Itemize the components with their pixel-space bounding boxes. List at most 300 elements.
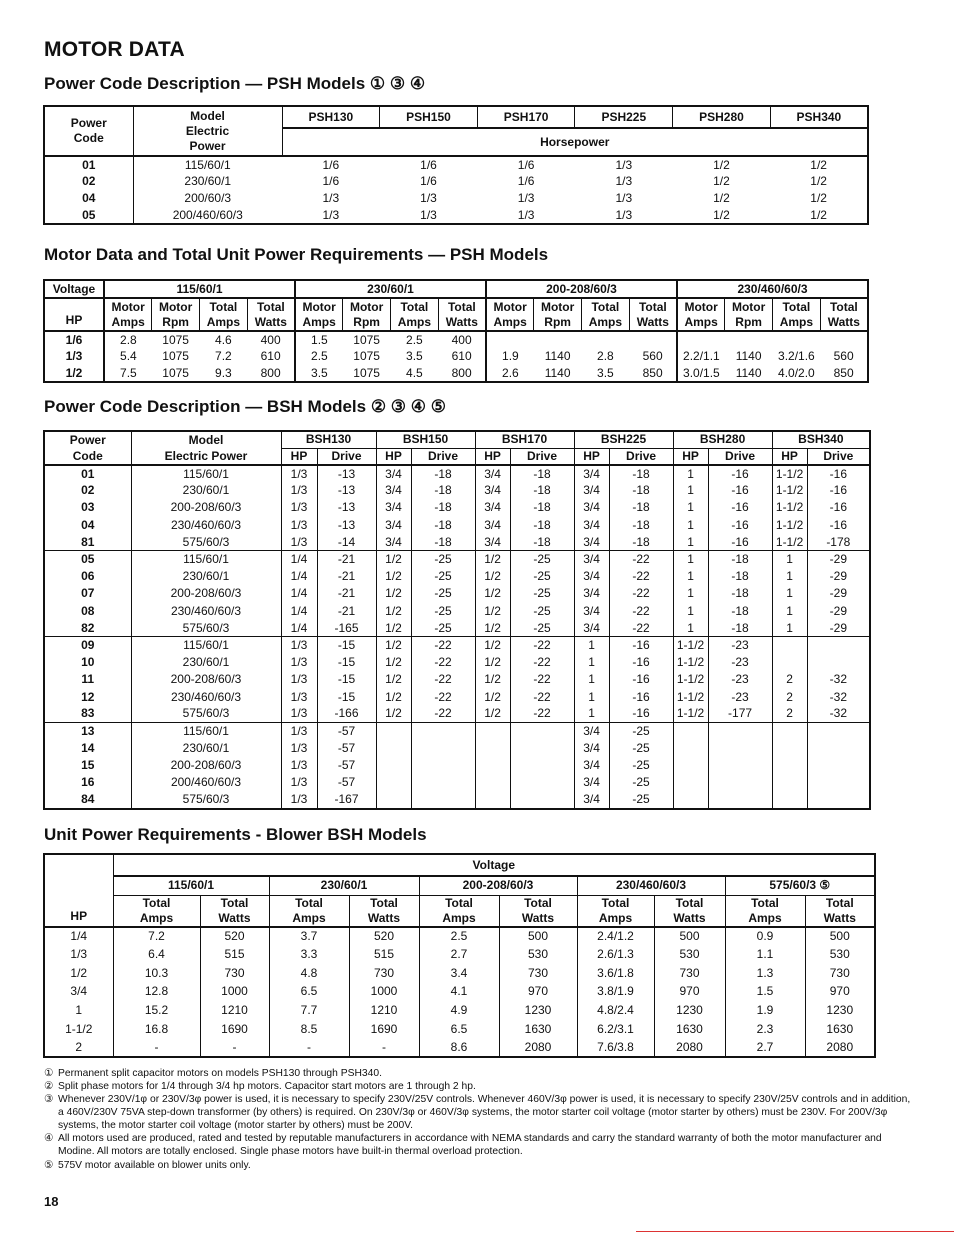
- table-row: [44, 534, 870, 551]
- data-cell: 1/4: [281, 585, 317, 602]
- data-cell: 1-1/2: [772, 465, 807, 482]
- hp-header: HP: [772, 448, 807, 465]
- data-cell: -57: [317, 774, 376, 791]
- data-cell: -16: [609, 688, 673, 705]
- data-cell: -21: [317, 603, 376, 620]
- footnote-text: 575V motor available on blower units only.: [58, 1160, 251, 1171]
- table-row: [44, 792, 870, 809]
- hp-value: 1-1/2: [65, 1021, 93, 1036]
- data-cell: -18: [510, 499, 574, 516]
- data-cell: 1140: [544, 349, 571, 363]
- data-cell: 3.8/1.9: [577, 983, 654, 1002]
- data-cell: 730: [499, 964, 577, 983]
- data-cell: -18: [411, 482, 475, 499]
- data-cell: 3/4: [574, 465, 609, 482]
- data-cell: -22: [609, 551, 673, 568]
- data-cell: 500: [654, 927, 725, 946]
- data-cell: 3/4: [574, 723, 609, 740]
- data-cell: 1/3: [281, 517, 317, 534]
- data-cell: 1630: [499, 1020, 577, 1039]
- data-cell: [510, 792, 574, 809]
- data-cell: 1000: [349, 983, 419, 1002]
- hp-value: 1/3: [615, 174, 633, 188]
- data-cell: 1/2: [376, 706, 411, 723]
- data-cell: -22: [411, 671, 475, 688]
- data-cell: 1/2: [475, 671, 510, 688]
- data-cell: -16: [609, 671, 673, 688]
- data-cell: 2080: [805, 1039, 875, 1058]
- table-row: [44, 927, 875, 946]
- power-header: Power: [69, 432, 106, 447]
- data-cell: -15: [317, 654, 376, 671]
- data-cell: [673, 740, 708, 757]
- hp-value: 1/2: [65, 365, 83, 380]
- data-cell: 2.5: [419, 927, 499, 946]
- footnote-text: All motors used are produced, rated and tested by reputable manufacturers in accordance with NEMA standards and carry the standard warranty of both the motor manufacturer and Modine. All motors are totally enclosed. Single phase motors have built-in thermal overload protection.: [58, 1133, 882, 1157]
- data-cell: 6.4: [113, 945, 200, 964]
- data-cell: [772, 637, 807, 654]
- psh-motor-data-title: Motor Data and Total Unit Power Requirements — PSH Models: [44, 245, 549, 264]
- power-code: 02: [82, 174, 96, 188]
- data-cell: 1/3: [281, 740, 317, 757]
- column-header: Total Amps: [391, 298, 439, 331]
- data-cell: 3/4: [376, 499, 411, 516]
- data-cell: -178: [807, 534, 870, 551]
- power-code: 13: [44, 723, 131, 740]
- footnote-mark: ⑤: [44, 1160, 54, 1171]
- data-cell: -16: [807, 499, 870, 516]
- data-cell: -18: [708, 585, 772, 602]
- electric-power: 200/460/60/3: [133, 207, 282, 224]
- electric-power: 230/460/60/3: [131, 517, 281, 534]
- data-cell: 1: [673, 482, 708, 499]
- data-cell: 7.2: [113, 927, 200, 946]
- model-header: PSH280: [673, 106, 771, 128]
- header-row: [44, 895, 875, 927]
- column-header: Total Watts: [247, 298, 295, 331]
- power-code: 84: [81, 792, 95, 807]
- data-cell: [673, 774, 708, 791]
- data-cell: 1: [673, 568, 708, 585]
- hp-value: 2: [75, 1039, 83, 1054]
- voltage-header: 230/460/60/3: [577, 876, 725, 895]
- data-cell: 1.5: [725, 983, 805, 1002]
- data-cell: 1/3: [281, 706, 317, 723]
- data-cell: 530: [654, 945, 725, 964]
- data-cell: -14: [317, 534, 376, 551]
- data-cell: 3.0/1.5: [677, 365, 725, 382]
- data-cell: [725, 331, 773, 348]
- model-header: PSH150: [380, 106, 478, 128]
- column-header: Total Watts: [654, 895, 725, 927]
- electric-power-header: Electric Power: [131, 448, 281, 465]
- data-cell: 1.9: [486, 348, 534, 365]
- data-cell: [708, 774, 772, 791]
- bsh-model-header: BSH150: [376, 431, 475, 448]
- data-cell: -22: [609, 568, 673, 585]
- data-cell: -15: [317, 637, 376, 654]
- data-cell: [673, 723, 708, 740]
- power-code: 03: [81, 500, 95, 515]
- header-row: [44, 854, 875, 876]
- data-cell: 3.3: [269, 945, 349, 964]
- hp-value: 3/4: [70, 984, 88, 999]
- data-cell: -25: [609, 774, 673, 791]
- electric-power: 200-208/60/3: [131, 671, 281, 688]
- drive-header: Drive: [510, 448, 574, 465]
- data-cell: -18: [411, 517, 475, 534]
- data-cell: 4.0/2.0: [778, 365, 815, 380]
- footnote-text: Whenever 230V/1φ or 230V/3φ power is used, it is necessary to specify 230V/25V controls. Whenever 460V/3φ power is used, it is necessary to specify 230V/25V controls and in addition, a 460V/230V 75VA step-down transformer (by others) is required. On 230V/3φ or 460V/3φ systems, the motor starter coil voltage (motor starter by others) must be 230V. For 200V/3φ systems, the motor starter coil voltage (motor starter by others) must be 200V.: [58, 1094, 911, 1131]
- data-cell: [708, 792, 772, 809]
- data-cell: 1230: [654, 1001, 725, 1020]
- hp-header: HP: [673, 448, 708, 465]
- hp-value: 1/2: [713, 207, 730, 222]
- data-cell: 3/4: [574, 757, 609, 774]
- data-cell: -18: [510, 465, 574, 482]
- data-cell: 3/4: [574, 603, 609, 620]
- bsh-model-header: BSH225: [574, 431, 673, 448]
- model-header: PSH130: [282, 106, 380, 128]
- data-cell: 7.6/3.8: [577, 1039, 654, 1058]
- data-cell: [411, 757, 475, 774]
- data-cell: 2.3: [725, 1020, 805, 1039]
- electric-power: 230/60/1: [131, 654, 281, 671]
- data-cell: -18: [510, 534, 574, 551]
- model-header: PSH170: [477, 106, 575, 128]
- data-cell: 15.2: [113, 1001, 200, 1020]
- data-cell: [510, 757, 574, 774]
- data-cell: -18: [411, 499, 475, 516]
- data-cell: [510, 723, 574, 740]
- psh-motor-data-table: [43, 279, 869, 383]
- model-power-header: Model Electric Power: [133, 106, 282, 156]
- data-cell: 1/2: [376, 603, 411, 620]
- data-cell: -21: [317, 585, 376, 602]
- power-code: 12: [81, 689, 95, 704]
- data-cell: 3/4: [376, 482, 411, 499]
- data-cell: 1/3: [281, 757, 317, 774]
- data-cell: 1690: [349, 1020, 419, 1039]
- data-cell: 560: [833, 349, 854, 363]
- data-cell: 1: [574, 706, 609, 723]
- data-cell: [807, 792, 870, 809]
- header-row: [44, 431, 870, 448]
- data-cell: [475, 792, 510, 809]
- table-row: [44, 348, 868, 365]
- data-cell: -16: [609, 637, 673, 654]
- data-cell: 1: [673, 620, 708, 637]
- data-cell: -: [349, 1039, 419, 1058]
- data-cell: 1: [673, 517, 708, 534]
- data-cell: -29: [807, 585, 870, 602]
- hp-value: 1/3: [517, 191, 535, 205]
- data-cell: 560: [642, 349, 663, 363]
- data-cell: -18: [609, 499, 673, 516]
- data-cell: 3/4: [475, 534, 510, 551]
- data-cell: 500: [499, 927, 577, 946]
- page-number: 18: [44, 1194, 59, 1209]
- data-cell: 530: [805, 945, 875, 964]
- data-cell: 16.8: [113, 1020, 200, 1039]
- data-cell: [807, 740, 870, 757]
- data-cell: 4.6: [215, 332, 232, 347]
- data-cell: -25: [411, 551, 475, 568]
- data-cell: 3/4: [574, 585, 609, 602]
- hp-value: 1/2: [713, 157, 730, 172]
- data-cell: 1/2: [376, 551, 411, 568]
- data-cell: [411, 740, 475, 757]
- power-code: 05: [44, 551, 131, 568]
- hp-value: 1/3: [615, 207, 633, 222]
- data-cell: 1/2: [376, 620, 411, 637]
- electric-power: 230/60/1: [131, 482, 281, 499]
- column-header: Total Watts: [629, 298, 677, 331]
- data-cell: 400: [260, 332, 281, 347]
- column-header: Motor Amps: [677, 298, 725, 331]
- electric-power: 200/460/60/3: [131, 774, 281, 791]
- data-cell: 3/4: [574, 551, 609, 568]
- footnote-mark: ②: [44, 1081, 54, 1092]
- data-cell: 3/4: [574, 482, 609, 499]
- footnote-mark: ④: [44, 1133, 54, 1144]
- power-code: 81: [81, 534, 95, 549]
- data-cell: -23: [708, 671, 772, 688]
- hp-value: 1/3: [615, 191, 633, 205]
- electric-power: 115/60/1: [131, 723, 281, 740]
- data-cell: -13: [317, 465, 376, 482]
- data-cell: 3/4: [574, 620, 609, 637]
- data-cell: -: [113, 1039, 200, 1058]
- data-cell: 3/4: [376, 534, 411, 551]
- data-cell: -13: [317, 499, 376, 516]
- data-cell: 1/3: [281, 774, 317, 791]
- hp-value: 1/3: [517, 207, 535, 222]
- data-cell: 2.5: [295, 348, 343, 365]
- electric-power: 575/60/3: [131, 706, 281, 723]
- footnote-mark: ①: [44, 1068, 54, 1079]
- data-cell: 1690: [200, 1020, 269, 1039]
- electric-power: 230/60/1: [131, 740, 281, 757]
- data-cell: 3/4: [574, 499, 609, 516]
- data-cell: 1/2: [475, 551, 510, 568]
- data-cell: -16: [708, 534, 772, 551]
- footnote: [44, 1093, 914, 1132]
- data-cell: 1230: [805, 1001, 875, 1020]
- data-cell: 970: [499, 983, 577, 1002]
- table-row: [44, 706, 870, 723]
- power-code: 01: [81, 466, 95, 481]
- data-cell: [376, 774, 411, 791]
- data-cell: -18: [708, 551, 772, 568]
- bsh-model-header: BSH170: [475, 431, 574, 448]
- data-cell: 1140: [735, 365, 762, 380]
- data-cell: 730: [349, 964, 419, 983]
- data-cell: -32: [807, 688, 870, 705]
- data-cell: 1: [673, 499, 708, 516]
- data-cell: 3/4: [475, 499, 510, 516]
- data-cell: 1-1/2: [772, 534, 807, 551]
- data-cell: 3/4: [574, 792, 609, 809]
- data-cell: [510, 740, 574, 757]
- data-cell: [677, 331, 725, 348]
- data-cell: 3/4: [574, 534, 609, 551]
- data-cell: 1210: [349, 1001, 419, 1020]
- footnote: [44, 1132, 914, 1158]
- data-cell: 1.5: [295, 331, 343, 348]
- power-code: 02: [81, 483, 95, 498]
- hp-value: 1/2: [713, 174, 730, 188]
- data-cell: [629, 331, 677, 348]
- power-code: 07: [81, 586, 95, 601]
- bsh-power-code-title: Power Code Description — BSH Models ② ③ ④ ⑤: [44, 397, 446, 416]
- data-cell: [376, 757, 411, 774]
- data-cell: [773, 331, 821, 348]
- hp-value: 1/3: [322, 191, 340, 205]
- data-cell: 3.5: [597, 365, 614, 380]
- data-cell: 1/3: [281, 688, 317, 705]
- code-header: Code: [44, 448, 131, 465]
- column-header: Total Watts: [820, 298, 868, 331]
- data-cell: 6.2/3.1: [577, 1020, 654, 1039]
- data-cell: -32: [807, 706, 870, 723]
- data-cell: 1/2: [376, 568, 411, 585]
- data-cell: 1/2: [376, 654, 411, 671]
- data-cell: 1.3: [725, 964, 805, 983]
- table-row: [44, 1020, 875, 1039]
- data-cell: -16: [609, 706, 673, 723]
- data-cell: [475, 740, 510, 757]
- electric-power: 575/60/3: [131, 792, 281, 809]
- data-cell: -18: [510, 482, 574, 499]
- data-cell: -29: [807, 568, 870, 585]
- data-cell: 970: [654, 983, 725, 1002]
- data-cell: 3.5: [295, 365, 343, 382]
- data-cell: [708, 757, 772, 774]
- data-cell: [673, 757, 708, 774]
- data-cell: 2080: [654, 1039, 725, 1058]
- data-cell: 1/2: [475, 654, 510, 671]
- data-cell: [582, 331, 630, 348]
- data-cell: 6.5: [419, 1020, 499, 1039]
- data-cell: 800: [451, 365, 472, 380]
- table-row: [44, 156, 868, 173]
- data-cell: 1/3: [281, 499, 317, 516]
- table-row: [44, 1039, 875, 1058]
- data-cell: 8.5: [269, 1020, 349, 1039]
- hp-value: 1/6: [65, 332, 83, 347]
- hp-header: HP: [281, 448, 317, 465]
- hp-value: 1/2: [810, 174, 827, 188]
- data-cell: 4.8/2.4: [577, 1001, 654, 1020]
- data-cell: -18: [609, 517, 673, 534]
- data-cell: 4.5: [406, 365, 423, 380]
- column-header: Motor Rpm: [534, 298, 582, 331]
- table-row: [44, 331, 868, 348]
- power-code: 14: [81, 741, 95, 756]
- data-cell: [475, 774, 510, 791]
- data-cell: [411, 792, 475, 809]
- column-header: Total Amps: [773, 298, 821, 331]
- footnote: [44, 1159, 914, 1172]
- data-cell: 1075: [162, 349, 189, 363]
- table-row: [44, 740, 870, 757]
- column-header: Total Amps: [582, 298, 630, 331]
- data-cell: 1/4: [281, 620, 317, 637]
- data-cell: 2.7: [419, 945, 499, 964]
- electric-power: 230/460/60/3: [131, 688, 281, 705]
- data-cell: 1140: [544, 365, 571, 380]
- data-cell: 1: [673, 534, 708, 551]
- data-cell: 1/2: [475, 688, 510, 705]
- bsh-model-header: BSH280: [673, 431, 772, 448]
- voltage-header: 115/60/1: [113, 876, 269, 895]
- voltage-header: 200-208/60/3: [486, 280, 677, 298]
- hp-value: 1/6: [517, 174, 535, 188]
- data-cell: -22: [510, 688, 574, 705]
- page-title: MOTOR DATA: [44, 38, 185, 61]
- footer-rule: [636, 1231, 954, 1232]
- data-cell: 4.9: [419, 1001, 499, 1020]
- data-cell: 0.9: [725, 927, 805, 946]
- data-cell: 3/4: [574, 517, 609, 534]
- data-cell: 1-1/2: [673, 706, 708, 723]
- data-cell: 1/2: [475, 585, 510, 602]
- table-row: [44, 551, 870, 568]
- footnote: [44, 1067, 914, 1080]
- data-cell: -16: [708, 465, 772, 482]
- data-cell: -22: [411, 637, 475, 654]
- data-cell: [772, 774, 807, 791]
- data-cell: -18: [609, 465, 673, 482]
- data-cell: 2.4/1.2: [577, 927, 654, 946]
- table-row: [44, 964, 875, 983]
- data-cell: -13: [317, 517, 376, 534]
- column-header: Total Watts: [349, 895, 419, 927]
- table-row: [44, 637, 870, 654]
- column-header: Motor Amps: [486, 298, 534, 331]
- data-cell: -25: [609, 740, 673, 757]
- data-cell: 400: [451, 332, 472, 347]
- table-row: [44, 723, 870, 740]
- psh-power-code-title: Power Code Description — PSH Models ① ③ ④: [44, 74, 426, 93]
- data-cell: 8.6: [419, 1039, 499, 1058]
- table-row: [44, 757, 870, 774]
- voltage-header: 230/60/1: [269, 876, 419, 895]
- column-header: Total Amps: [269, 895, 349, 927]
- footnote-mark: ③: [44, 1094, 54, 1105]
- table-row: [44, 603, 870, 620]
- data-cell: 1630: [805, 1020, 875, 1039]
- data-cell: 850: [642, 365, 663, 380]
- data-cell: -18: [708, 603, 772, 620]
- table-row: [44, 620, 870, 637]
- data-cell: -18: [708, 620, 772, 637]
- data-cell: 3/4: [574, 740, 609, 757]
- data-cell: -57: [317, 723, 376, 740]
- data-cell: 3/4: [376, 517, 411, 534]
- data-cell: -23: [708, 654, 772, 671]
- data-cell: 1210: [200, 1001, 269, 1020]
- data-cell: -22: [510, 671, 574, 688]
- data-cell: -57: [317, 757, 376, 774]
- data-cell: -23: [708, 688, 772, 705]
- data-cell: 4.1: [419, 983, 499, 1002]
- voltage-header: 200-208/60/3: [419, 876, 577, 895]
- hp-value: 1/4: [70, 928, 88, 943]
- column-header: Total Amps: [113, 895, 200, 927]
- data-cell: 3.6/1.8: [577, 964, 654, 983]
